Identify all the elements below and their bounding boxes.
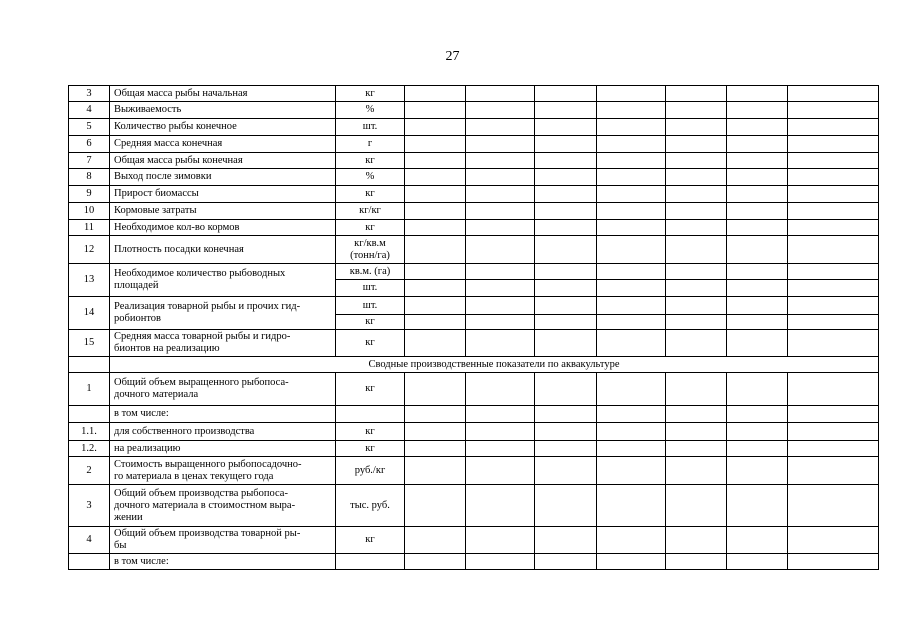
row-name-line: жении (114, 511, 143, 523)
page-number: 27 (445, 49, 460, 64)
row-unit-line: кг/кв.м (354, 237, 386, 249)
table-row (69, 86, 879, 102)
value-cell (788, 485, 879, 527)
value-cell (466, 373, 535, 406)
value-cell (666, 264, 727, 280)
table-row (69, 441, 879, 457)
row-name-line: го материала в ценах текущего года (114, 470, 274, 482)
value-cell (666, 203, 727, 220)
table-row (69, 554, 879, 570)
value-cell (466, 485, 535, 527)
value-cell (666, 373, 727, 406)
value-cell (666, 169, 727, 186)
value-cell (788, 330, 879, 357)
section-spacer-cell (69, 357, 110, 373)
row-name-line: дочного материала в стоимостном выра- (114, 499, 296, 511)
value-cell (727, 406, 788, 423)
row-name-line: Стоимость выращенного рыбопосадочно- (114, 458, 302, 470)
row-name-line: бы (114, 540, 127, 551)
indicators-table (68, 85, 879, 570)
value-cell (727, 297, 788, 315)
value-cell (597, 203, 666, 220)
value-cell (727, 264, 788, 280)
value-cell (405, 264, 466, 280)
value-cell (535, 102, 597, 119)
value-cell (466, 102, 535, 119)
row-name: Выживаемость (110, 102, 336, 119)
row-name: Количество рыбы конечное (110, 119, 336, 136)
value-cell (405, 423, 466, 441)
value-cell (727, 102, 788, 119)
value-cell (788, 373, 879, 406)
row-name-line: дочного материала (114, 389, 199, 400)
row-unit: кг (336, 153, 405, 169)
value-cell (666, 423, 727, 441)
value-cell (597, 236, 666, 264)
row-unit: кг (336, 86, 405, 102)
table-row (69, 527, 879, 554)
value-cell (727, 119, 788, 136)
value-cell (466, 280, 535, 297)
value-cell (466, 203, 535, 220)
value-cell (535, 186, 597, 203)
row-number: 7 (69, 153, 110, 169)
row-unit: шт. (336, 280, 405, 297)
value-cell (535, 297, 597, 315)
value-cell (788, 136, 879, 153)
value-cell (405, 297, 466, 315)
value-cell (466, 297, 535, 315)
value-cell (727, 441, 788, 457)
value-cell (597, 330, 666, 357)
value-cell (666, 297, 727, 315)
row-name-line: Необходимое количество рыбоводных (114, 268, 286, 279)
value-cell (597, 280, 666, 297)
row-name: в том числе: (110, 554, 336, 570)
row-number: 8 (69, 169, 110, 186)
table-row (69, 406, 879, 423)
value-cell (405, 203, 466, 220)
row-unit: г (336, 136, 405, 153)
value-cell (597, 153, 666, 169)
section-title: Сводные производственные показатели по аквакультуре (110, 357, 879, 373)
value-cell (405, 153, 466, 169)
value-cell (666, 86, 727, 102)
value-cell (466, 457, 535, 485)
value-cell (466, 153, 535, 169)
row-number: 13 (69, 264, 110, 297)
value-cell (727, 485, 788, 527)
row-name (110, 485, 336, 527)
row-name-line: площадей (114, 280, 159, 291)
value-cell (597, 186, 666, 203)
row-unit: кг (336, 441, 405, 457)
row-number: 14 (69, 297, 110, 330)
value-cell (666, 220, 727, 236)
value-cell (597, 136, 666, 153)
value-cell (666, 330, 727, 357)
row-unit: % (336, 102, 405, 119)
value-cell (666, 119, 727, 136)
value-cell (788, 220, 879, 236)
value-cell (535, 119, 597, 136)
table-row (69, 186, 879, 203)
table-row (69, 330, 879, 357)
row-name: Общая масса рыбы конечная (110, 153, 336, 169)
value-cell (727, 220, 788, 236)
value-cell (666, 554, 727, 570)
row-name: Кормовые затраты (110, 203, 336, 220)
row-unit (336, 554, 405, 570)
row-name-line: робионтов (114, 313, 161, 324)
value-cell (788, 153, 879, 169)
value-cell (597, 220, 666, 236)
value-cell (597, 315, 666, 330)
value-cell (788, 315, 879, 330)
value-cell (405, 457, 466, 485)
value-cell (405, 315, 466, 330)
value-cell (405, 186, 466, 203)
value-cell (466, 441, 535, 457)
value-cell (597, 554, 666, 570)
table-row (69, 220, 879, 236)
value-cell (666, 136, 727, 153)
row-unit (336, 236, 405, 264)
row-name: Плотность посадки конечная (110, 236, 336, 264)
value-cell (597, 102, 666, 119)
row-number: 3 (69, 485, 110, 527)
value-cell (727, 203, 788, 220)
value-cell (788, 527, 879, 554)
value-cell (788, 169, 879, 186)
value-cell (597, 86, 666, 102)
value-cell (405, 86, 466, 102)
row-name (110, 457, 336, 485)
value-cell (405, 102, 466, 119)
value-cell (466, 315, 535, 330)
value-cell (788, 86, 879, 102)
table-row (69, 102, 879, 119)
row-name: Средняя масса конечная (110, 136, 336, 153)
value-cell (466, 169, 535, 186)
value-cell (405, 136, 466, 153)
value-cell (597, 441, 666, 457)
value-cell (788, 423, 879, 441)
row-name: Выход после зимовки (110, 169, 336, 186)
value-cell (666, 102, 727, 119)
row-number: 6 (69, 136, 110, 153)
value-cell (788, 297, 879, 315)
value-cell (535, 554, 597, 570)
value-cell (535, 280, 597, 297)
value-cell (597, 169, 666, 186)
row-unit-line: (тонн/га) (350, 249, 390, 261)
row-name-line: Общий объем производства товарной ры- (114, 528, 301, 539)
value-cell (788, 441, 879, 457)
value-cell (727, 169, 788, 186)
row-unit: кг (336, 330, 405, 357)
row-number: 5 (69, 119, 110, 136)
value-cell (466, 423, 535, 441)
value-cell (666, 315, 727, 330)
value-cell (666, 441, 727, 457)
table-row (69, 236, 879, 264)
row-unit: кг (336, 315, 405, 330)
row-unit: кв.м. (га) (336, 264, 405, 280)
value-cell (535, 423, 597, 441)
value-cell (788, 264, 879, 280)
table-row (69, 203, 879, 220)
value-cell (727, 315, 788, 330)
value-cell (666, 527, 727, 554)
row-number: 9 (69, 186, 110, 203)
row-number: 4 (69, 102, 110, 119)
table-row (69, 136, 879, 153)
value-cell (535, 373, 597, 406)
value-cell (666, 406, 727, 423)
value-cell (727, 236, 788, 264)
row-name-line: Средняя масса товарной рыбы и гидро- (114, 331, 291, 342)
value-cell (597, 119, 666, 136)
value-cell (597, 406, 666, 423)
row-name (110, 264, 336, 297)
value-cell (666, 186, 727, 203)
row-unit: шт. (336, 297, 405, 315)
row-unit: % (336, 169, 405, 186)
row-number: 11 (69, 220, 110, 236)
value-cell (535, 485, 597, 527)
value-cell (535, 406, 597, 423)
value-cell (535, 527, 597, 554)
value-cell (466, 330, 535, 357)
table-row (69, 169, 879, 186)
value-cell (466, 554, 535, 570)
row-number: 15 (69, 330, 110, 357)
value-cell (788, 119, 879, 136)
table-row (69, 373, 879, 406)
value-cell (666, 153, 727, 169)
row-unit: кг (336, 527, 405, 554)
row-number (69, 554, 110, 570)
value-cell (405, 373, 466, 406)
value-cell (405, 169, 466, 186)
value-cell (597, 264, 666, 280)
row-number: 10 (69, 203, 110, 220)
value-cell (466, 119, 535, 136)
value-cell (597, 297, 666, 315)
value-cell (727, 330, 788, 357)
row-unit: кг (336, 186, 405, 203)
value-cell (405, 330, 466, 357)
row-unit (336, 406, 405, 423)
value-cell (727, 554, 788, 570)
section-row (69, 357, 879, 373)
row-number (69, 406, 110, 423)
row-name-line: бионтов на реализацию (114, 343, 220, 354)
value-cell (597, 423, 666, 441)
value-cell (405, 441, 466, 457)
row-unit: кг (336, 373, 405, 406)
value-cell (597, 373, 666, 406)
value-cell (466, 86, 535, 102)
value-cell (466, 264, 535, 280)
value-cell (788, 554, 879, 570)
value-cell (535, 315, 597, 330)
value-cell (405, 119, 466, 136)
row-name: в том числе: (110, 406, 336, 423)
value-cell (727, 86, 788, 102)
value-cell (466, 236, 535, 264)
table-row (69, 485, 879, 527)
table-row (69, 297, 879, 315)
row-name: Прирост биомассы (110, 186, 336, 203)
value-cell (466, 527, 535, 554)
row-name-line: Реализация товарной рыбы и прочих гид- (114, 301, 301, 312)
row-number: 3 (69, 86, 110, 102)
value-cell (788, 280, 879, 297)
value-cell (666, 485, 727, 527)
value-cell (466, 186, 535, 203)
value-cell (535, 441, 597, 457)
row-name: Необходимое кол-во кормов (110, 220, 336, 236)
value-cell (788, 102, 879, 119)
value-cell (727, 136, 788, 153)
row-unit: кг (336, 220, 405, 236)
row-name (110, 373, 336, 406)
table-row (69, 153, 879, 169)
value-cell (405, 220, 466, 236)
value-cell (535, 457, 597, 485)
value-cell (727, 423, 788, 441)
row-unit: тыс. руб. (336, 485, 405, 527)
row-number: 1 (69, 373, 110, 406)
value-cell (535, 330, 597, 357)
value-cell (535, 220, 597, 236)
table-row (69, 457, 879, 485)
value-cell (535, 203, 597, 220)
row-unit: кг (336, 423, 405, 441)
value-cell (788, 203, 879, 220)
value-cell (788, 406, 879, 423)
value-cell (666, 457, 727, 485)
value-cell (535, 153, 597, 169)
value-cell (727, 280, 788, 297)
value-cell (597, 457, 666, 485)
value-cell (666, 280, 727, 297)
value-cell (535, 236, 597, 264)
value-cell (405, 406, 466, 423)
row-number: 4 (69, 527, 110, 554)
value-cell (466, 220, 535, 236)
value-cell (727, 186, 788, 203)
table-row (69, 423, 879, 441)
row-number: 12 (69, 236, 110, 264)
value-cell (405, 485, 466, 527)
value-cell (535, 86, 597, 102)
value-cell (405, 527, 466, 554)
row-name (110, 297, 336, 330)
table-row (69, 119, 879, 136)
value-cell (727, 153, 788, 169)
row-name (110, 527, 336, 554)
row-name-line: Общий объем выращенного рыбопоса- (114, 377, 289, 388)
row-name: на реализацию (110, 441, 336, 457)
value-cell (727, 457, 788, 485)
value-cell (535, 169, 597, 186)
value-cell (405, 554, 466, 570)
row-name: Общая масса рыбы начальная (110, 86, 336, 102)
value-cell (727, 373, 788, 406)
row-number: 1.1. (69, 423, 110, 441)
value-cell (788, 236, 879, 264)
value-cell (666, 236, 727, 264)
row-name (110, 330, 336, 357)
row-name: для собственного производства (110, 423, 336, 441)
value-cell (405, 236, 466, 264)
row-number: 1.2. (69, 441, 110, 457)
row-number: 2 (69, 457, 110, 485)
value-cell (535, 264, 597, 280)
row-unit: кг/кг (336, 203, 405, 220)
value-cell (535, 136, 597, 153)
value-cell (466, 406, 535, 423)
value-cell (597, 527, 666, 554)
value-cell (597, 485, 666, 527)
value-cell (727, 527, 788, 554)
row-unit: шт. (336, 119, 405, 136)
value-cell (788, 186, 879, 203)
value-cell (466, 136, 535, 153)
value-cell (405, 280, 466, 297)
table-row (69, 264, 879, 280)
row-unit: руб./кг (336, 457, 405, 485)
row-name-line: Общий объем производства рыбопоса- (114, 487, 288, 499)
value-cell (788, 457, 879, 485)
